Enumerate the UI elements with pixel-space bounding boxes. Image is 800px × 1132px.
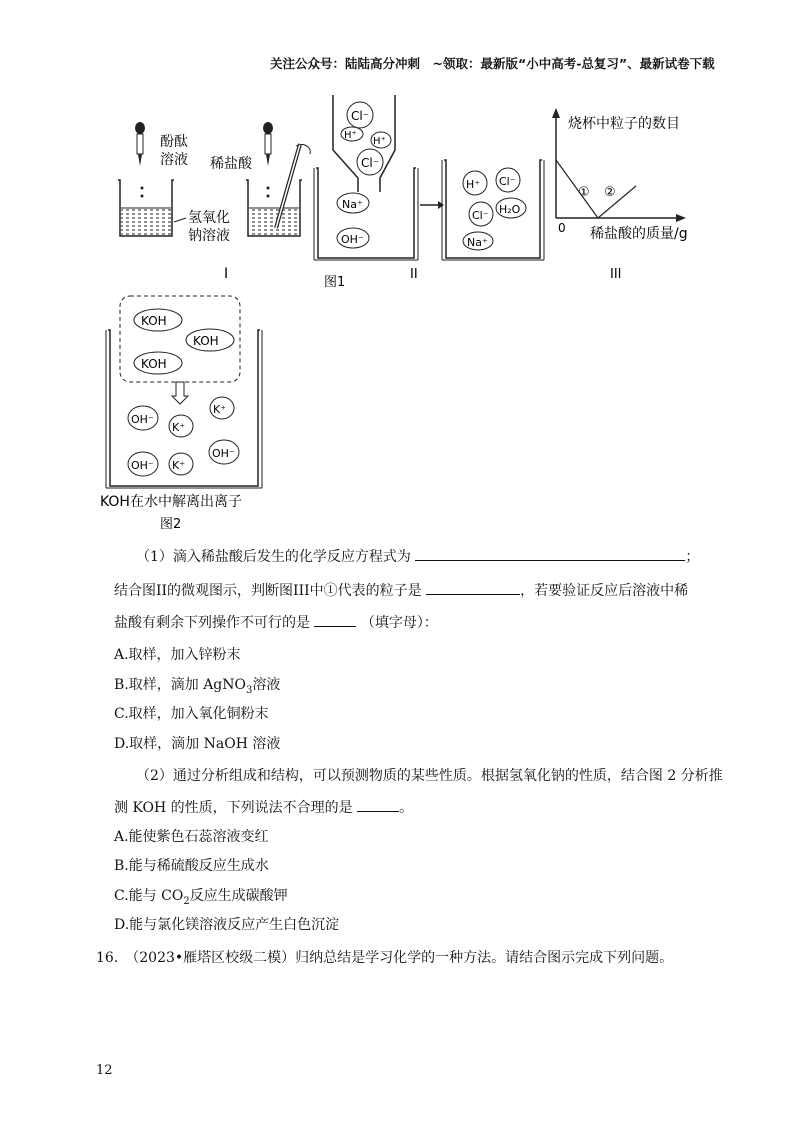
svg-text:Na⁺: Na⁺ [342,198,363,211]
svg-text:H⁺: H⁺ [466,178,481,191]
q2-option-b: B.能与稀硫酸反应生成水 [114,858,269,874]
ion-na-right [463,232,493,250]
q2-option-c: C.能与 $CO_2$反应生成碳酸钾 [114,888,288,907]
graph-ylabel: 烧杯中粒子的数目 [568,116,680,132]
svg-text:KOH: KOH [141,314,167,328]
koh-molecule-3 [134,352,182,374]
ion-h-1 [341,127,363,141]
water-molecule [496,198,526,218]
graph-curve-1: ① [578,185,590,200]
q2-line2: 测 KOH 的性质，下列说法不合理的是 。 [114,797,413,818]
ion-k-f2-3 [169,453,193,475]
ion-oh-left [337,228,369,248]
ion-k-f2-2 [210,397,234,419]
page-number: 12 [96,1063,113,1078]
ion-cl-1 [347,102,373,128]
naoh-label-1: 氢氧化 [188,210,230,226]
graph-origin: 0 [558,221,566,235]
phenol-label-2: 溶液 [160,152,188,168]
page-header: 关注公众号：陆陆高分冲刺 ~领取：最新版“小中高考-总复习”、最新试卷下载 [270,56,715,71]
beaker-I [118,180,174,236]
beaker-acid [246,144,310,236]
svg-text:OH⁻: OH⁻ [341,233,364,246]
ion-oh-f2-2 [128,452,158,476]
ion-cl-right-1 [496,168,520,192]
figure-svg [0,0,800,540]
ion-h-2 [371,132,391,148]
dropper-phenolphthalein [135,122,145,166]
ion-cl-2 [357,149,383,175]
svg-text:Cl⁻: Cl⁻ [351,109,370,123]
svg-text:Na⁺: Na⁺ [467,236,488,249]
q2-option-d: D.能与氯化镁溶液反应产生白色沉淀 [114,917,340,933]
beaker-II-right [442,160,544,260]
label-III: III [610,267,622,282]
svg-text:OH⁻: OH⁻ [131,413,154,426]
q1-option-c: C.取样，加入氧化铜粉末 [114,706,269,722]
figure-area [0,0,800,540]
svg-text:H₂O: H₂O [499,203,521,216]
svg-text:KOH: KOH [193,334,219,348]
answer-blank-particle[interactable] [426,580,520,595]
svg-text:OH⁻: OH⁻ [212,447,235,460]
q1-option-d: D.取样，滴加 NaOH 溶液 [114,736,281,752]
label-I: I [224,266,229,282]
svg-text:OH⁻: OH⁻ [131,459,154,472]
q1-option-b: B.取样，滴加 AgNO$_3$溶液 [114,677,281,696]
q16-line: 16. （2023•雁塔区校级二模）归纳总结是学习化学的一种方法。请结合图示完成下列问题。 [96,950,674,966]
svg-text:K⁺: K⁺ [172,421,186,434]
answer-blank-equation[interactable] [415,546,685,561]
beaker-II-left [314,168,418,260]
ion-oh-f2-1 [128,406,158,430]
svg-text:Cl⁻: Cl⁻ [361,156,380,170]
ion-cl-right-2 [469,202,493,226]
ion-na-left [337,193,369,213]
ion-oh-f2-3 [209,440,239,464]
naoh-label-2: 钠溶液 [188,228,230,244]
svg-text:K⁺: K⁺ [172,459,186,472]
ion-h-right [463,171,487,195]
svg-text:Cl⁻: Cl⁻ [499,175,516,188]
figure2-caption-line: KOH在水中解离出离子 [100,494,242,510]
svg-text:H⁺: H⁺ [373,136,386,147]
q1-line3: 盐酸有剩余下列操作不可行的是 （填字母）： [114,612,438,633]
svg-text:Cl⁻: Cl⁻ [472,209,489,222]
arrow-right [420,201,444,209]
q1-line2: 结合图II的微观图示，判断图III中①代表的粒子是 ，若要验证反应后溶液中稀 [114,580,688,601]
svg-text:H⁺: H⁺ [344,130,357,141]
phenol-label-1: 酚酞 [160,134,188,150]
svg-text:K⁺: K⁺ [213,403,227,416]
q2-line1: （2）通过分析组成和结构，可以预测物质的某些性质。根据氢氧化钠的性质，结合图 2 分析推 [136,768,723,784]
svg-text:KOH: KOH [141,357,167,371]
q1-option-a: A.取样，加入锌粉末 [114,647,241,663]
answer-blank-choice-1[interactable] [314,612,356,627]
q2-option-a: A.能使紫色石蕊溶液变红 [114,829,269,845]
graph-curve-2: ② [604,185,616,200]
dropper-acid [263,122,273,166]
ion-k-f2-1 [169,415,193,437]
circle-1-symbol: ① [323,583,338,599]
label-II: II [410,267,418,282]
koh-molecule-2 [186,329,234,351]
figure1-caption: 图1 [324,275,346,290]
koh-molecule-1 [134,309,182,331]
answer-blank-choice-2[interactable] [357,797,399,812]
figure2-caption: 图2 [160,517,182,532]
q1-line1: （1）滴入稀盐酸后发生的化学反应方程式为 ； [136,546,699,567]
acid-label: 稀盐酸 [210,156,252,172]
graph-xlabel: 稀盐酸的质量/g [590,226,688,242]
